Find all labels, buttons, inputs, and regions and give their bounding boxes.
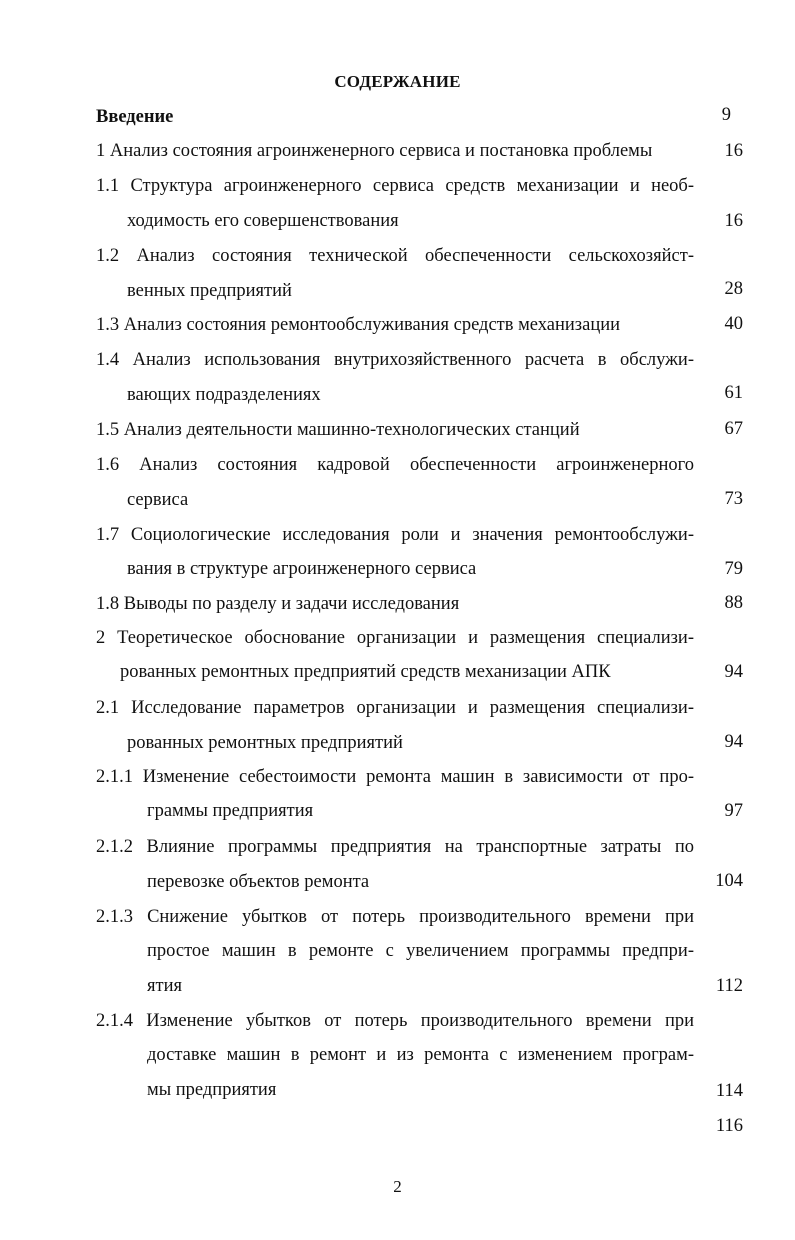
toc-entry-2-1-4-title-cont: доставке машин в ремонт и из ремонта с изменением програм- — [147, 1045, 694, 1065]
toc-entry-1-7-title: 1.7 Социологические исследования роли и значения ремонтообслужи- — [96, 525, 694, 545]
toc-entry-2-1-4-title: 2.1.4 Изменение убытков от потерь производительного времени при — [96, 1011, 694, 1031]
toc-entry-1-3-title: 1.3 Анализ состояния ремонтообслуживания средств механизации — [96, 315, 621, 335]
toc-entry-1-5-title: 1.5 Анализ деятельности машинно-технологических станций — [96, 420, 580, 440]
toc-entry-2-1-2-page: 104 — [715, 871, 743, 891]
toc-entry-2-1-1-title-cont: граммы предприятия — [147, 801, 314, 821]
toc-entry-1-page: 16 — [724, 141, 743, 161]
toc-entry-2-1-3-title: 2.1.3 Снижение убытков от потерь производительного времени при — [96, 907, 694, 927]
toc-entry-2-title-cont: рованных ремонтных предприятий средств механизации АПК — [120, 662, 611, 682]
toc-entry-1-2-page: 28 — [724, 279, 743, 299]
toc-entry-1-1-title: 1.1 Структура агроинженерного сервиса средств механизации и необ- — [96, 176, 694, 196]
toc-entry-1-4-title: 1.4 Анализ использования внутрихозяйственного расчета в обслужи- — [96, 350, 694, 370]
toc-entry-2-1-4-page: 114 — [715, 1081, 743, 1101]
toc-entry-2-1-3-title-cont2: ятия — [147, 976, 183, 996]
toc-entry-1-6-title: 1.6 Анализ состояния кадровой обеспеченности агроинженерного — [96, 455, 694, 475]
page-title: СОДЕРЖАНИЕ — [334, 72, 461, 91]
toc-entry-2-1-title-cont: рованных ремонтных предприятий — [127, 733, 403, 753]
toc-entry-1-6-title-cont: сервиса — [127, 490, 189, 510]
toc-entry-intro-page: 9 — [721, 105, 731, 125]
toc-entry-1-2-title-cont: венных предприятий — [127, 281, 292, 301]
toc-entry-1-6-page: 73 — [724, 489, 743, 509]
toc-entry-2-title: 2 Теоретическое обоснование организации и размещения специализи- — [96, 628, 694, 648]
toc-entry-2-1-title: 2.1 Исследование параметров организации и размещения специализи- — [96, 698, 694, 718]
toc-entry-2-1-2-title: 2.1.2 Влияние программы предприятия на транспортные затраты по — [96, 837, 694, 857]
toc-entry-1-8-title: 1.8 Выводы по разделу и задачи исследования — [96, 594, 460, 614]
toc-entry-1-4-page: 61 — [724, 383, 743, 403]
toc-entry-2-1-page: 94 — [724, 732, 743, 752]
toc-entry-2-1-2-title-cont: перевозке объектов ремонта — [147, 872, 370, 892]
toc-entry-1-8-page: 88 — [724, 593, 743, 613]
toc-entry-1-2-title: 1.2 Анализ состояния технической обеспеченности сельскохозяйст- — [96, 246, 694, 266]
page-number: 2 — [393, 1177, 402, 1196]
toc-entry-1-1-page: 16 — [724, 211, 743, 231]
toc-entry-2-1-4-title-cont2: мы предприятия — [147, 1080, 277, 1100]
toc-entry-2-1-3-title-cont: простое машин в ремонте с увеличением программы предпри- — [147, 941, 694, 961]
toc-entry-1-5-page: 67 — [724, 419, 743, 439]
toc-entry-2-page: 94 — [724, 662, 743, 682]
toc-entry-2-1-1-title: 2.1.1 Изменение себестоимости ремонта машин в зависимости от про- — [96, 767, 694, 787]
toc-entry-1-1-title-cont: ходимость его совершенствования — [127, 211, 399, 231]
toc-entry-1-3-page: 40 — [724, 314, 743, 334]
toc-entry-1-4-title-cont: вающих подразделениях — [127, 385, 321, 405]
toc-trailing-page: 116 — [715, 1116, 743, 1136]
toc-entry-2-1-1-page: 97 — [724, 801, 743, 821]
toc-entry-intro-title: Введение — [96, 107, 174, 127]
toc-entry-1-7-page: 79 — [724, 559, 743, 579]
toc-entry-2-1-3-page: 112 — [715, 976, 743, 996]
toc-entry-1-7-title-cont: вания в структуре агроинженерного сервиса — [127, 559, 477, 579]
toc-entry-1-title: 1 Анализ состояния агроинженерного сервиса и постановка проблемы — [96, 141, 653, 161]
